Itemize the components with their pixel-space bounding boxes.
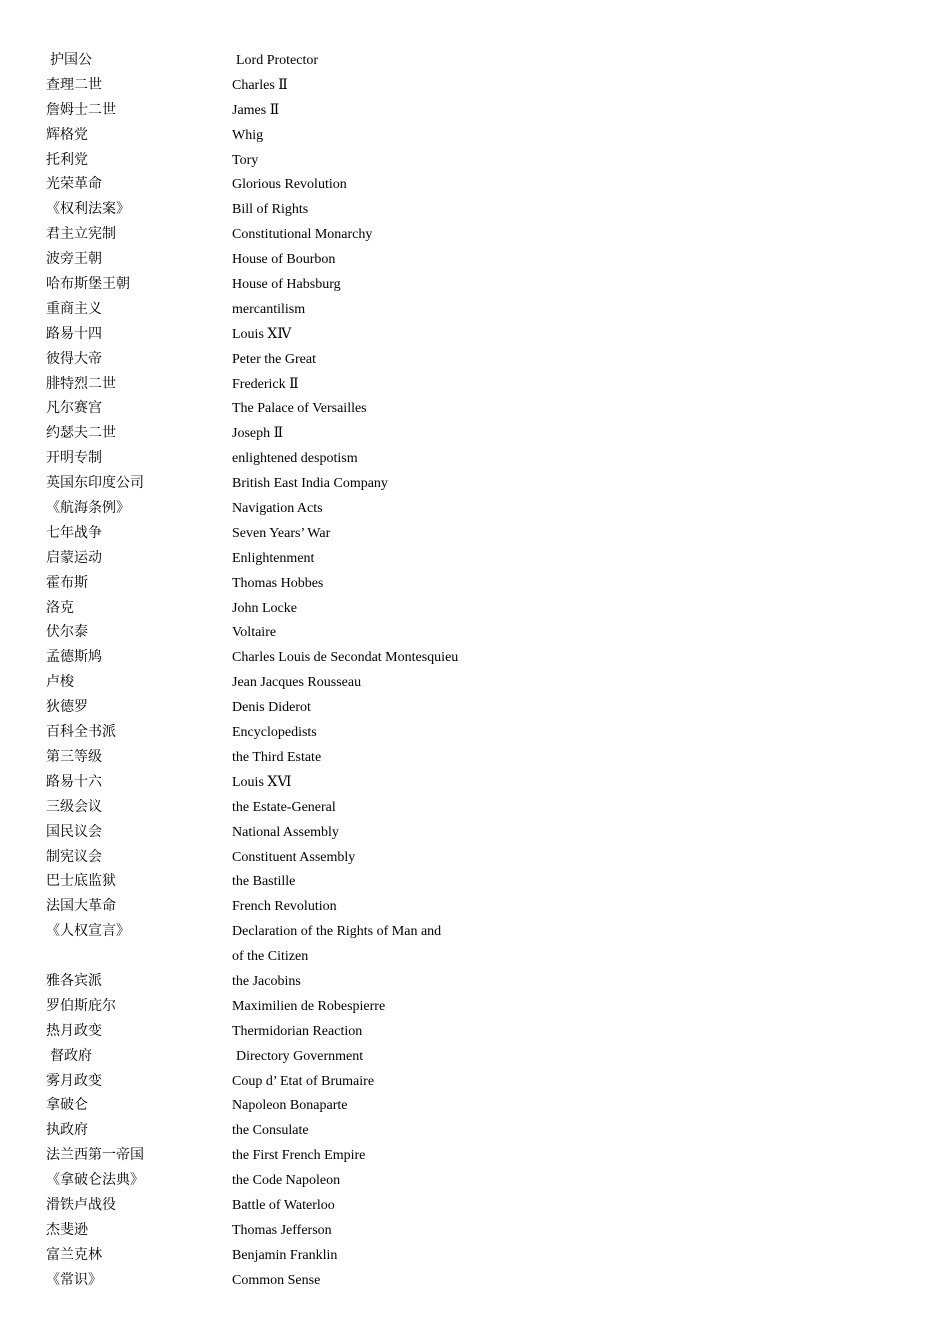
- glossary-row: [46, 422, 906, 447]
- chinese-term: 波旁王朝: [46, 252, 102, 268]
- english-term: Directory Government: [236, 1048, 364, 1064]
- chinese-term: 查理二世: [46, 77, 102, 93]
- glossary-row: [46, 173, 906, 198]
- chinese-term: 杰斐逊: [46, 1222, 88, 1238]
- english-term: Jean Jacques Rousseau: [232, 675, 362, 691]
- chinese-term: 詹姆士二世: [46, 102, 116, 118]
- english-term: the Bastille: [232, 874, 296, 890]
- glossary-row: [46, 870, 906, 895]
- english-term: James Ⅱ: [232, 102, 280, 118]
- english-term: Thomas Hobbes: [232, 575, 324, 591]
- chinese-term: 拿破仑: [46, 1098, 88, 1114]
- glossary-row: [46, 696, 906, 721]
- chinese-term: 彼得大帝: [46, 351, 102, 367]
- glossary-row: [46, 74, 906, 99]
- glossary-row: [46, 1244, 906, 1269]
- glossary-row: [46, 373, 906, 398]
- english-term: John Locke: [232, 600, 297, 616]
- english-term: mercantilism: [232, 301, 306, 317]
- chinese-term: 凡尔赛宫: [46, 401, 102, 417]
- glossary-row: [46, 721, 906, 746]
- chinese-term: 卢梭: [46, 675, 74, 691]
- english-term: Declaration of the Rights of Man and: [232, 924, 442, 940]
- english-term: House of Habsburg: [232, 277, 341, 293]
- chinese-term: 富兰克林: [46, 1247, 102, 1263]
- chinese-term: 开明专制: [46, 451, 102, 467]
- glossary-row: [46, 1219, 906, 1244]
- chinese-term: 督政府: [50, 1048, 92, 1064]
- glossary-row: [46, 472, 906, 497]
- english-term: Seven Years’ War: [232, 525, 331, 541]
- glossary-row: [46, 497, 906, 522]
- english-term: Coup d’ Etat of Brumaire: [232, 1073, 375, 1089]
- english-term: Battle of Waterloo: [232, 1197, 335, 1213]
- english-term: Joseph Ⅱ: [232, 426, 284, 442]
- glossary-row: [46, 547, 906, 572]
- glossary-row: [46, 1169, 906, 1194]
- english-term: Louis ⅩⅥ: [232, 774, 292, 790]
- chinese-term: 路易十六: [46, 774, 102, 790]
- glossary-row: [46, 149, 906, 174]
- chinese-term: 护国公: [50, 53, 92, 68]
- glossary-row: [46, 1020, 906, 1045]
- english-term: Common Sense: [232, 1272, 321, 1288]
- chinese-term: 辉格党: [46, 127, 88, 143]
- glossary-row: [46, 796, 906, 821]
- chinese-term: 洛克: [46, 600, 74, 616]
- english-term: The Palace of Versailles: [232, 401, 367, 417]
- english-term: Charles Ⅱ: [232, 77, 288, 93]
- chinese-term: 七年战争: [46, 525, 102, 541]
- glossary-row: [46, 397, 906, 422]
- english-term: Denis Diderot: [232, 700, 311, 716]
- glossary-row: [46, 447, 906, 472]
- chinese-term: 启蒙运动: [46, 550, 102, 566]
- glossary-row: [46, 1269, 906, 1294]
- english-term: French Revolution: [232, 899, 337, 915]
- glossary-row: [46, 198, 906, 223]
- chinese-term: 雾月政变: [46, 1073, 102, 1089]
- english-term: the First French Empire: [232, 1148, 366, 1164]
- english-term: Lord Protector: [236, 53, 319, 68]
- english-term: Peter the Great: [232, 351, 316, 367]
- chinese-term: 《拿破仑法典》: [46, 1173, 144, 1189]
- english-term: of the Citizen: [232, 949, 309, 965]
- english-term: Glorious Revolution: [232, 177, 347, 193]
- glossary-row: [46, 821, 906, 846]
- glossary-row: [46, 1070, 906, 1095]
- glossary-row: [46, 621, 906, 646]
- chinese-term: 君主立宪制: [46, 227, 116, 243]
- english-term: Constituent Assembly: [232, 849, 356, 865]
- chinese-term: 百科全书派: [46, 725, 116, 741]
- english-term: Navigation Acts: [232, 501, 323, 517]
- english-term: Bill of Rights: [232, 202, 309, 218]
- chinese-term: 《常识》: [46, 1272, 102, 1288]
- glossary-row: [46, 945, 906, 970]
- glossary-row: [46, 895, 906, 920]
- glossary-row: [46, 970, 906, 995]
- chinese-term: 托利党: [46, 152, 88, 168]
- english-term: the Consulate: [232, 1123, 309, 1139]
- chinese-term: 滑铁卢战役: [46, 1197, 116, 1213]
- english-term: Constitutional Monarchy: [232, 227, 373, 243]
- chinese-term: 英国东印度公司: [46, 476, 144, 492]
- english-term: Whig: [232, 127, 264, 143]
- english-term: Frederick Ⅱ: [232, 376, 299, 392]
- english-term: Voltaire: [232, 625, 277, 641]
- chinese-term: 霍布斯: [46, 575, 88, 591]
- chinese-term: 孟德斯鸠: [46, 650, 102, 666]
- chinese-term: 热月政变: [46, 1023, 102, 1039]
- chinese-term: 哈布斯堡王朝: [46, 277, 130, 293]
- glossary-row: [46, 920, 906, 945]
- glossary-row: [46, 1194, 906, 1219]
- chinese-term: 执政府: [46, 1123, 88, 1139]
- chinese-term: 约瑟夫二世: [46, 426, 116, 442]
- english-term: Charles Louis de Secondat Montesquieu: [232, 650, 459, 666]
- english-term: enlightened despotism: [232, 451, 358, 467]
- glossary-row: [46, 1119, 906, 1144]
- glossary-row: [46, 223, 906, 248]
- glossary-row: [46, 995, 906, 1020]
- chinese-term: 制宪议会: [46, 849, 102, 865]
- glossary-row: [46, 1045, 906, 1070]
- english-term: House of Bourbon: [232, 252, 336, 268]
- chinese-term: 国民议会: [46, 824, 102, 840]
- glossary-row: [46, 746, 906, 771]
- glossary-row: [46, 671, 906, 696]
- chinese-term: 法兰西第一帝国: [46, 1148, 144, 1164]
- english-term: Enlightenment: [232, 550, 315, 566]
- english-term: the Third Estate: [232, 749, 322, 765]
- english-term: Tory: [232, 152, 259, 168]
- chinese-term: 伏尔泰: [46, 625, 88, 641]
- chinese-term: 光荣革命: [46, 177, 102, 193]
- glossary-row: [46, 248, 906, 273]
- glossary-row: [46, 273, 906, 298]
- english-term: Napoleon Bonaparte: [232, 1098, 348, 1114]
- english-term: the Code Napoleon: [232, 1173, 341, 1189]
- chinese-term: 《权利法案》: [46, 202, 130, 218]
- english-term: Encyclopedists: [232, 725, 317, 741]
- glossary-row: [46, 124, 906, 149]
- glossary-row: [46, 646, 906, 671]
- english-term: British East India Company: [232, 476, 388, 492]
- glossary-row: [46, 348, 906, 373]
- glossary-row: [46, 1144, 906, 1169]
- term-glossary: [46, 49, 906, 1294]
- english-term: Louis ⅩⅣ: [232, 326, 292, 342]
- glossary-row: [46, 1094, 906, 1119]
- glossary-row: [46, 572, 906, 597]
- english-term: National Assembly: [232, 824, 339, 840]
- glossary-row: [46, 49, 906, 74]
- english-term: Maximilien de Robespierre: [232, 998, 386, 1014]
- chinese-term: 第三等级: [46, 749, 102, 765]
- chinese-term: 罗伯斯庇尔: [46, 998, 116, 1014]
- glossary-row: [46, 99, 906, 124]
- chinese-term: 三级会议: [46, 799, 102, 815]
- glossary-row: [46, 298, 906, 323]
- chinese-term: 《航海条例》: [46, 501, 130, 517]
- chinese-term: 巴士底监狱: [46, 874, 116, 890]
- chinese-term: 《人权宣言》: [46, 924, 130, 940]
- glossary-row: [46, 522, 906, 547]
- chinese-term: 腓特烈二世: [46, 376, 116, 392]
- english-term: the Estate-General: [232, 799, 336, 815]
- english-term: Thermidorian Reaction: [232, 1023, 363, 1039]
- chinese-term: 重商主义: [46, 301, 102, 317]
- glossary-row: [46, 597, 906, 622]
- english-term: the Jacobins: [232, 973, 301, 989]
- chinese-term: 狄德罗: [46, 700, 88, 716]
- chinese-term: 雅各宾派: [46, 973, 102, 989]
- glossary-row: [46, 846, 906, 871]
- glossary-row: [46, 323, 906, 348]
- glossary-row: [46, 771, 906, 796]
- chinese-term: 路易十四: [46, 326, 102, 342]
- english-term: Benjamin Franklin: [232, 1247, 338, 1263]
- english-term: Thomas Jefferson: [232, 1222, 332, 1238]
- chinese-term: 法国大革命: [46, 899, 116, 915]
